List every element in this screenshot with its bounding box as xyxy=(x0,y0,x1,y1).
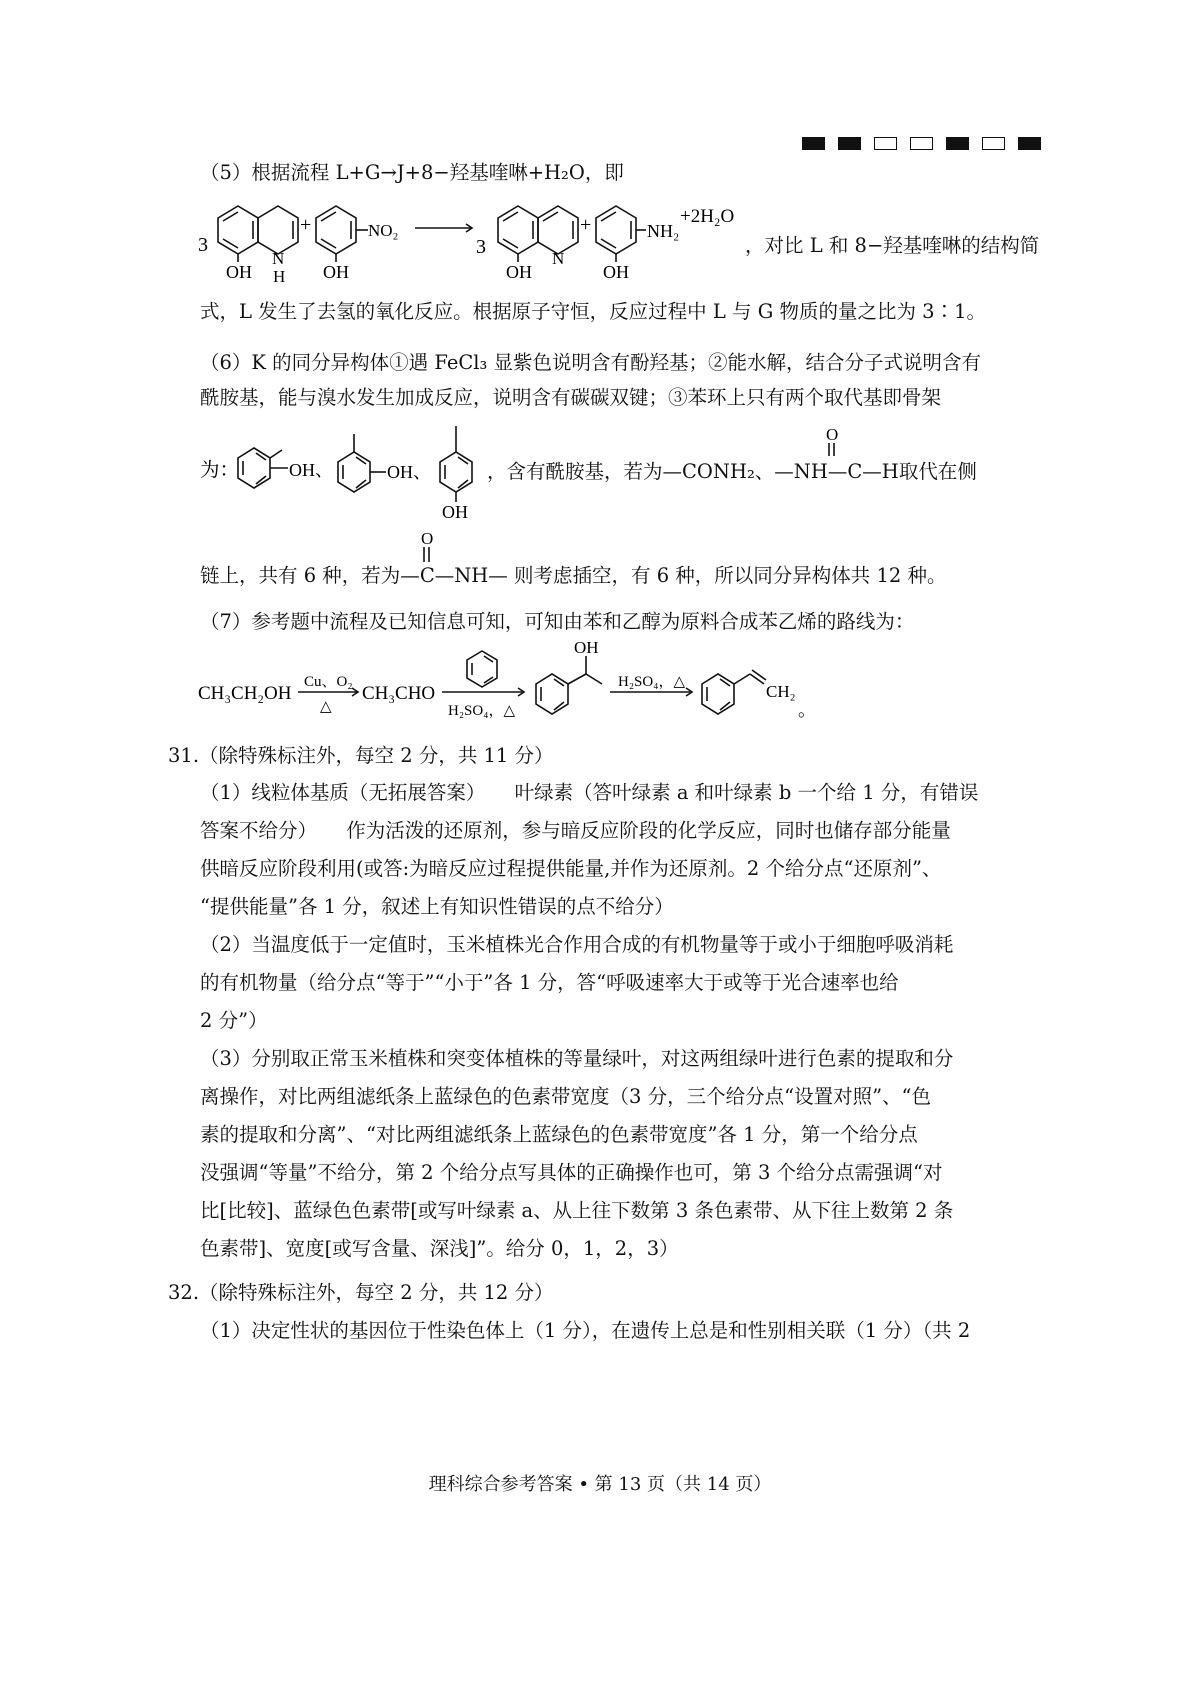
amide-insert-structure xyxy=(410,528,450,568)
ethanol-label: CH₃CH₂OH xyxy=(198,683,292,704)
p6-l4a: 链上，共有 6 种，若为— xyxy=(200,564,420,587)
n-label: N xyxy=(272,249,285,268)
plus-sign: + xyxy=(580,214,592,236)
oh-label: OH、 xyxy=(387,462,431,482)
q31-line: 素的提取和分离”、“对比两组滤纸条上蓝绿色的色素带宽度”各 1 分，第一个给分点 xyxy=(200,1123,918,1146)
p7-line-1: （7）参考题中流程及已知信息可知，可知由苯和乙醇为原料合成苯乙烯的路线为： xyxy=(200,610,915,633)
ch2-label: CH₂ xyxy=(766,682,796,701)
cond3-top: H₂SO₄，△ xyxy=(618,674,686,690)
carbonyl-o-label: O xyxy=(421,529,434,548)
q32-head: 32.（除特殊标注外，每空 2 分，共 12 分） xyxy=(168,1281,554,1304)
oh-label: OH xyxy=(323,262,349,282)
marker-square xyxy=(910,137,933,150)
q31-line: 的有机物量（给分点“等于”“小于”各 1 分，答“呼吸速率大于或等于光合速率也给 xyxy=(200,971,899,994)
nh-h-label: H xyxy=(273,267,286,286)
p6-h-tail: —H xyxy=(862,460,899,483)
carbonyl-c-label: C xyxy=(419,564,435,587)
water-label: +2H₂O xyxy=(680,206,735,227)
q31-line: 比[比较]、蓝绿色色素带[或写叶绿素 a、从上往下数第 3 条色素带、从下往上数第 2 条 xyxy=(200,1199,954,1222)
p6-l4b: —NH— 则考虑插空，有 6 种，所以同分异构体共 12 种。 xyxy=(434,564,947,587)
marker-square xyxy=(982,137,1005,150)
no2-label: NO₂ xyxy=(368,221,399,240)
q31-line: 供暗反应阶段利用(或答:为暗反应过程提供能量,并作为还原剂。2 个给分点“还原剂”、 xyxy=(200,857,942,880)
oh-label: OH xyxy=(506,262,532,282)
p5-intro: （5）根据流程 L+G→J+8−羟基喹啉+H₂O，即 xyxy=(200,161,624,184)
q31-line: “提供能量”各 1 分，叙述上有知识性错误的点不给分） xyxy=(200,895,674,918)
p6-line-1: （6）K 的同分异构体①遇 FeCl₃ 显紫色说明含有酚羟基；②能水解，结合分子式说明含有 xyxy=(200,351,982,374)
quinoline-reaction-scheme xyxy=(190,196,750,296)
acetaldehyde-label: CH₃CHO xyxy=(362,683,436,704)
plus-sign: + xyxy=(300,214,312,236)
marker-square xyxy=(838,137,861,150)
oh-label: OH xyxy=(442,502,468,522)
oh-label: OH xyxy=(574,638,599,657)
marker-square xyxy=(874,137,897,150)
marker-square xyxy=(802,137,825,150)
q31-line: （3）分别取正常玉米植株和突变体植株的等量绿叶，对这两组绿叶进行色素的提取和分 xyxy=(200,1047,954,1070)
p6-line-2: 酰胺基，能与溴水发生加成反应，说明含有碳碳双键；③苯环上只有两个取代基即骨架 xyxy=(200,386,942,409)
p6-mid: ，含有酰胺基，若为—CONH₂、—NH— xyxy=(487,460,848,483)
p6-amide-text xyxy=(487,462,977,482)
coef-left: 3 xyxy=(198,234,208,256)
q31-line: （1）线粒体基质（无拓展答案） 叶绿素（答叶绿素 a 和叶绿素 b 一个给 1 分，有错误 xyxy=(200,781,979,804)
p5-tail: ，对比 L 和 8−羟基喹啉的结构简 xyxy=(745,234,1040,257)
carbonyl-c-label: C xyxy=(847,460,863,483)
oh-label: OH xyxy=(603,262,629,282)
cond2-bottom: H₂SO₄，△ xyxy=(448,703,516,719)
q31-line: 没强调“等量”不给分，第 2 个给分点写具体的正确操作也可，第 3 个给分点需强调“对 xyxy=(200,1161,943,1184)
q31-line: 色素带]、宽度[或写含量、深浅]”。给分 0，1，2，3） xyxy=(200,1237,679,1260)
q32-line: （1）决定性状的基因位于性染色体上（1 分），在遗传上总是和性别相关联（1 分）（共 2 xyxy=(200,1319,971,1342)
oh-label: OH、 xyxy=(289,460,333,480)
p5-conclusion: 式，L 发生了去氢的氧化反应。根据原子守恒，反应过程中 L 与 G 物质的量之比为 3∶1。 xyxy=(200,300,986,323)
marker-square xyxy=(1018,137,1041,150)
wei-label: 为： xyxy=(200,460,240,481)
cond1-top: Cu、O₂ xyxy=(304,674,353,690)
q31-line: 答案不给分） 作为活泼的还原剂，参与暗反应阶段的化学反应，同时也储存部分能量 xyxy=(200,819,951,842)
q31-line: 2 分”） xyxy=(200,1009,268,1032)
carbonyl-o-label: O xyxy=(826,425,839,444)
coef-right: 3 xyxy=(476,236,486,258)
n-label: N xyxy=(552,249,565,268)
q31-line: （2）当温度低于一定值时，玉米植株光合作用合成的有机物量等于或小于细胞呼吸消耗 xyxy=(200,933,954,956)
q31-line: 离操作，对比两组滤纸条上蓝绿色的色素带宽度（3 分，三个给分点“设置对照”、“色 xyxy=(200,1085,932,1108)
nh2-label: NH₂ xyxy=(647,221,680,241)
styrene-synthesis-route xyxy=(198,636,838,726)
oh-label: OH xyxy=(226,262,252,282)
p6-line-4 xyxy=(200,566,947,586)
period: 。 xyxy=(798,700,816,720)
q31-head: 31.（除特殊标注外，每空 2 分，共 11 分） xyxy=(168,744,554,767)
p6-end: 取代在侧 xyxy=(898,460,977,483)
page-footer: 理科综合参考答案 • 第 13 页（共 14 页） xyxy=(428,1474,772,1495)
page-marker-squares xyxy=(802,137,1041,150)
cond1-bottom: △ xyxy=(320,699,332,715)
marker-square xyxy=(946,137,969,150)
